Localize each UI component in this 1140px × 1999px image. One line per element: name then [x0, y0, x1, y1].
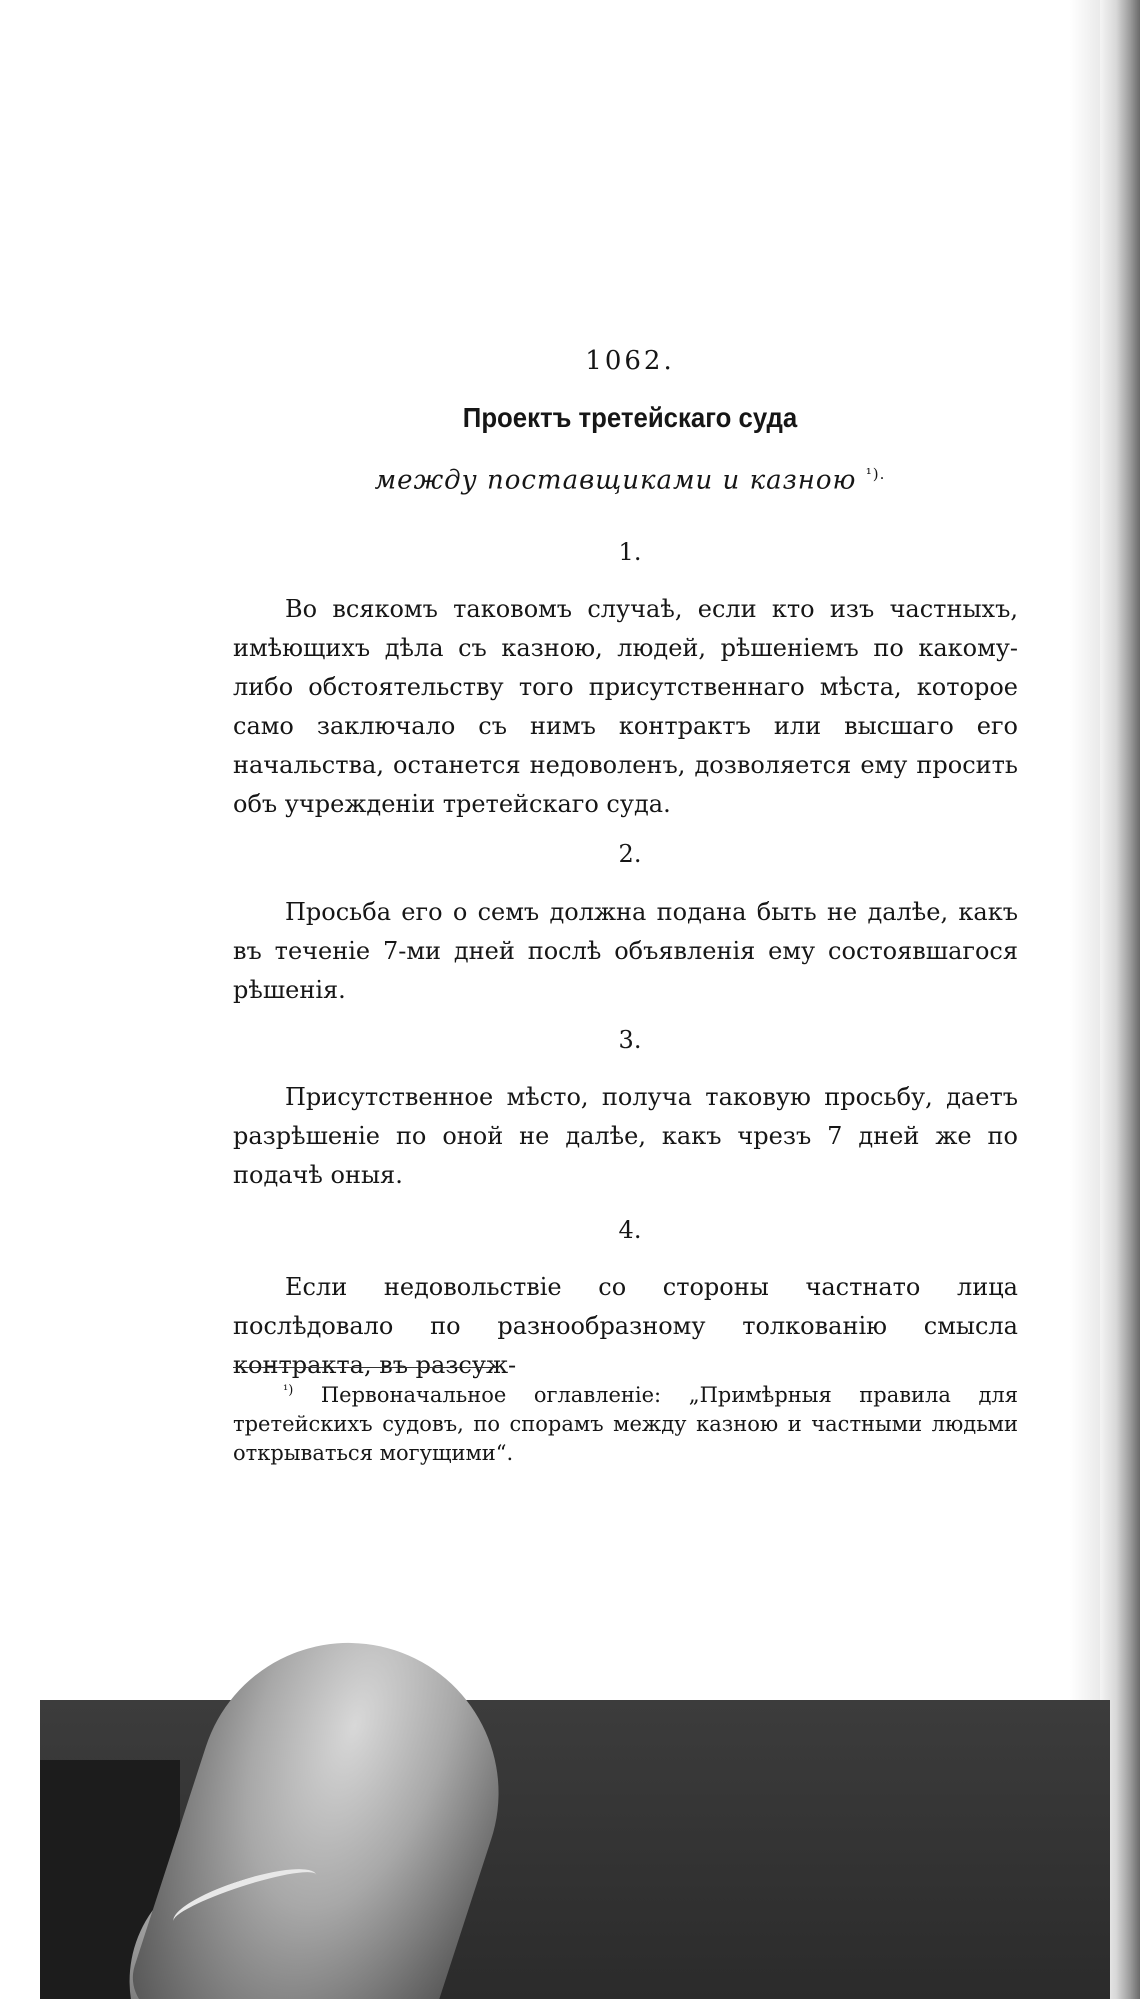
section-paragraph-4: Если недовольствіе со стороны частнато лица послѣдовало по разнообразному толкованію смысла контракта, въ разсуж-: [233, 1273, 1018, 1379]
footnote-mark: ¹): [283, 1383, 294, 1398]
section-paragraph-1: Во всякомъ таковомъ случаѣ, если кто изъ частныхъ, имѣющихъ дѣла съ казною, людей, рѣшеніемъ по какому-либо обстоятельству того присутственнаго мѣста, которое само заключало съ нимъ контрактъ или высшаго его начальства, останется недоволенъ, дозволяется ему просить объ учрежденіи третейскаго суда.: [233, 595, 1018, 818]
page-number: 1062.: [585, 346, 675, 376]
section-paragraph-3: Присутственное мѣсто, получа таковую просьбу, даетъ разрѣшеніе по оной не далѣе, какъ чрезъ 7 дней же по подачѣ оныя.: [233, 1083, 1018, 1189]
document-title: Проектъ третейскаго суда: [462, 402, 798, 433]
footnote-divider: [233, 1367, 498, 1368]
section-number-2: 2.: [618, 840, 642, 868]
document-subtitle: [0, 465, 1140, 496]
section-number-4: 4.: [618, 1216, 642, 1244]
footnote: [233, 1376, 1018, 1468]
section-paragraph-2: Просьба его о семъ должна подана быть не далѣе, какъ въ теченіе 7-ми дней послѣ объявленія ему состоявшагося рѣшенія.: [233, 898, 1018, 1004]
footnote-text: Первоначальное оглавленіе: „Примѣрныя правила для третейскихъ судовъ, по спорамъ между казною и частными людьми открываться могущими“.: [233, 1383, 1018, 1465]
section-number-1: 1.: [618, 538, 642, 566]
section-number-3: 3.: [618, 1026, 642, 1054]
footnote-reference: ¹).: [865, 465, 886, 483]
subtitle-text: между поставщиками и казною: [374, 465, 857, 496]
